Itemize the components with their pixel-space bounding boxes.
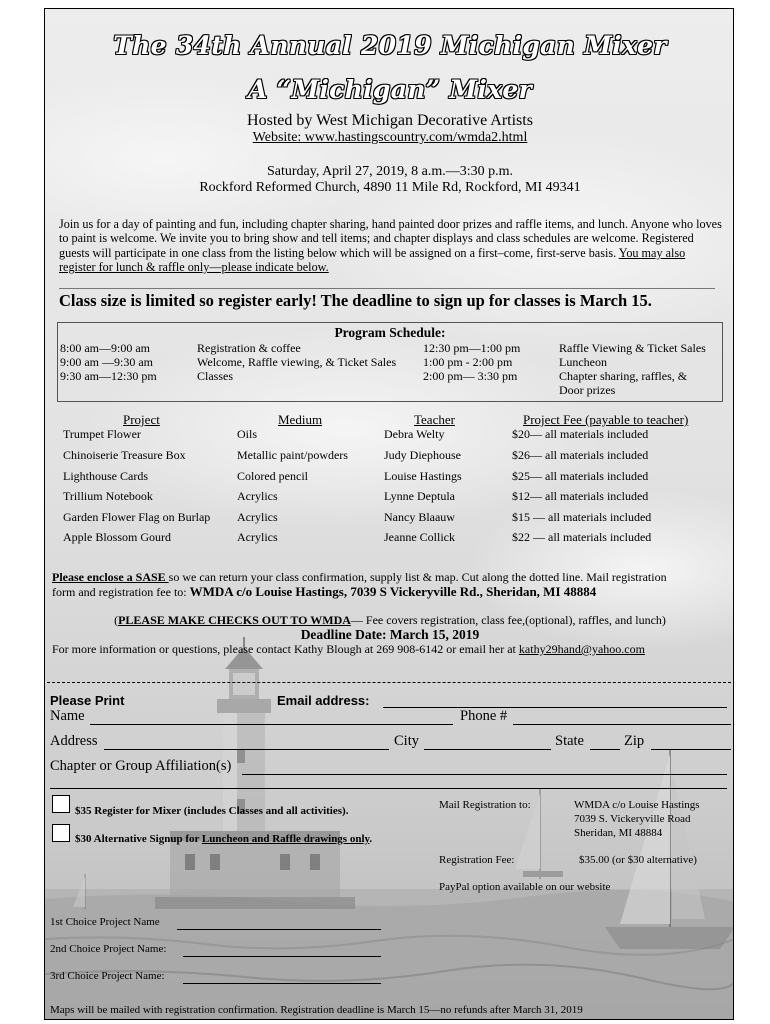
contact-line [52,642,645,657]
table-cell: Trillium Notebook [63,489,153,503]
registration-fee-value: $35.00 (or $30 alternative) [579,854,697,866]
sase-label: Please enclose a SASE [52,570,169,584]
schedule-time: 9:30 am—12:30 pm [60,369,157,383]
zip-field[interactable] [651,749,731,750]
alt-option-period: . [369,833,373,845]
footer-note: Maps will be mailed with registration confirmation. Registration deadline is March 15—no refunds after March 31, 2019 [50,1004,583,1016]
event-location: Rockford Reformed Church, 4890 11 Mile Rd, Rockford, MI 49341 [199,180,581,195]
mail-registration-label: Mail Registration to: [439,799,531,811]
choice3-field[interactable] [183,983,381,984]
table-cell: $26— all materials included [512,448,649,462]
schedule-title: Program Schedule: [334,325,446,340]
table-cell: Acrylics [237,510,278,524]
table-cell: $12— all materials included [512,489,649,503]
deadline-banner: Class size is limited so register early! The deadline to sign up for classes is March 15. [59,291,652,310]
phone-label: Phone # [460,708,508,724]
event-subtitle: A “Michigan” Mixer [247,75,533,104]
intro-text: Join us for a day of painting and fun, including chapter sharing, hand painted door prizes and raffle items, and lunch. Anyone who loves to paint is welcome. We invite you to bring show and tell items; and chapter displays and class schedules are welcome. Registered guests will participate in one class from the listing below which will be assigned on a first–come, first-serve basis. [59,217,722,260]
table-cell: Trumpet Flower [63,427,141,441]
alt-option-underlined: Luncheon and Raffle drawings only [201,833,370,845]
intro-lunch-raffle-note: You may also register for lunch & raffle only—please indicate below. [59,245,686,275]
table-cell: Judy Diephouse [384,448,461,462]
sase-text: so we can return your class confirmation, supply list & map. Cut along the dotted line. Mail registration [168,570,667,584]
schedule-event: Welcome, Raffle viewing, & Ticket Sales [197,355,397,369]
table-cell: Garden Flower Flag on Burlap [63,510,211,524]
city-label: City [394,733,419,749]
contact-text: For more information or questions, please contact Kathy Blough at 269 908-6142 or email her at [52,642,519,656]
col-header-teacher: Teacher [414,412,455,427]
alternative-signup-option [75,833,372,845]
register-mixer-checkbox[interactable] [52,795,70,813]
schedule-event: Registration & coffee [197,341,301,355]
table-cell: Lynne Deptula [384,489,455,503]
website-link[interactable]: Website: www.hastingscountry.com/wmda2.html [252,130,528,145]
address-label: Address [50,733,98,749]
col-header-fee: Project Fee (payable to teacher) [523,412,689,427]
contact-email-link[interactable]: kathy29hand@yahoo.com [518,642,645,656]
table-cell: Metallic paint/powders [237,448,348,462]
schedule-event: Raffle Viewing & Ticket Sales [559,341,706,355]
mail-address-line: WMDA c/o Louise Hastings [574,799,700,811]
alternative-signup-checkbox[interactable] [52,824,70,842]
mail-address-line: Sheridan, MI 48884 [574,827,663,839]
checks-open: ( [114,613,119,627]
schedule-time: 12:30 pm—1:00 pm [423,341,521,355]
schedule-event: Luncheon [559,355,607,369]
table-cell: Debra Welty [384,427,445,441]
col-header-project: Project [123,412,160,427]
table-cell: Acrylics [237,530,278,544]
col-header-medium: Medium [278,412,323,427]
mail-to-address: WMDA c/o Louise Hastings, 7039 S Vickeryville Rd., Sheridan, MI 48884 [189,584,597,599]
table-cell: $15 — all materials included [512,510,652,524]
zip-label: Zip [624,733,645,749]
chapter-field[interactable] [242,774,727,775]
chapter-field-extra-line[interactable] [50,788,727,789]
schedule-time: 9:00 am —9:30 am [60,355,153,369]
schedule-time: 1:00 pm - 2:00 pm [423,355,513,369]
paypal-note: PayPal option available on our website [439,881,611,893]
table-cell: Colored pencil [237,469,308,483]
table-cell: Acrylics [237,489,278,503]
schedule-time: 8:00 am—9:00 am [60,341,150,355]
table-cell: $22 — all materials included [512,530,652,544]
schedule-event: Door prizes [559,383,616,397]
please-print-label: Please Print [50,693,125,708]
checks-payable: PLEASE MAKE CHECKS OUT TO WMDA [118,613,351,627]
cut-line [47,682,731,683]
checks-fee-note: — Fee covers registration, class fee,(optional), raffles, and lunch) [350,613,666,627]
sase-instructions [52,570,667,585]
table-cell: Lighthouse Cards [63,469,148,483]
choice1-field[interactable] [177,929,381,930]
email-label: Email address: [277,693,370,708]
event-title: The 34th Annual 2019 Michigan Mixer [113,31,667,60]
mail-address-line: 7039 S. Vickeryville Road [574,813,691,825]
divider [59,288,715,289]
alt-option-text: $30 Alternative Signup for [75,833,202,845]
choice1-label: 1st Choice Project Name [50,916,160,928]
intro-paragraph [59,217,723,275]
register-mixer-option: $35 Register for Mixer (includes Classes and all activities). [75,805,349,817]
city-field[interactable] [424,749,551,750]
name-label: Name [50,708,85,724]
choice3-label: 3rd Choice Project Name: [50,970,165,982]
table-cell: Oils [237,427,258,441]
schedule-event: Classes [197,369,233,383]
email-field[interactable] [383,707,727,708]
table-cell: Louise Hastings [384,469,462,483]
chapter-label: Chapter or Group Affiliation(s) [50,758,232,774]
mail-to-line [52,584,596,600]
table-cell: $20— all materials included [512,427,649,441]
host-line: Hosted by West Michigan Decorative Artists [247,112,533,129]
state-field[interactable] [590,749,620,750]
address-field[interactable] [104,749,389,750]
checks-note [45,613,734,628]
name-field[interactable] [90,724,453,725]
table-cell: Apple Blossom Gourd [63,530,171,544]
choice2-field[interactable] [183,956,381,957]
state-label: State [555,733,584,749]
choice2-label: 2nd Choice Project Name: [50,943,167,955]
program-schedule-box [57,322,723,402]
mail-to-prefix: form and registration fee to: [52,585,190,599]
table-cell: Nancy Blaauw [384,510,455,524]
table-cell: $25— all materials included [512,469,649,483]
phone-field[interactable] [513,724,731,725]
schedule-event: Chapter sharing, raffles, & [559,369,688,383]
table-cell: Jeanne Collick [384,530,455,544]
deadline-date: Deadline Date: March 15, 2019 [300,627,480,642]
registration-fee-label: Registration Fee: [439,854,515,866]
flyer-page [44,8,734,1020]
table-cell: Chinoiserie Treasure Box [63,448,186,462]
event-date: Saturday, April 27, 2019, 8 a.m.—3:30 p.m. [266,164,514,179]
schedule-time: 2:00 pm— 3:30 pm [423,369,518,383]
